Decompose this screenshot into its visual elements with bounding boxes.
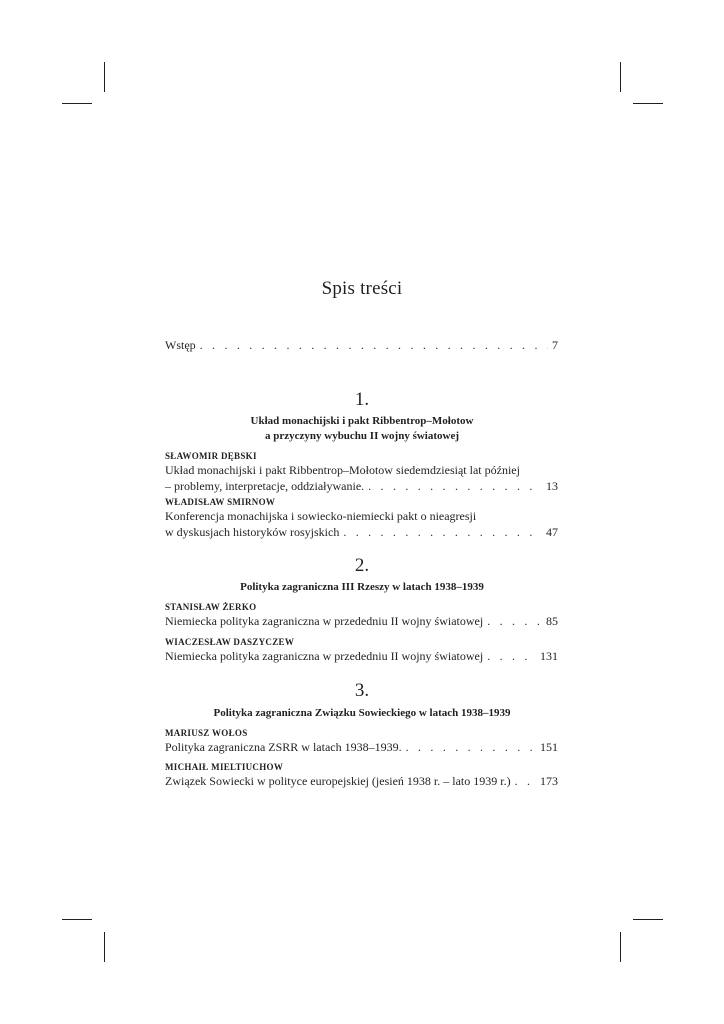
leader-dots [406,739,536,755]
toc-entry[interactable] [165,761,558,789]
entry-title: Niemiecka polityka zagraniczna w przededniu II wojny światowej [165,614,484,628]
part-title-line: Polityka zagraniczna III Rzeszy w latach 1938–1939 [240,581,484,593]
entry-title: Układ monachijski i pakt Ribbentrop–Mołotow siedemdziesiąt lat później [165,463,520,477]
entry-title: Polityka zagraniczna ZSRR w latach 1938–1939. [165,740,402,754]
entry-title: Związek Sowiecki w polityce europejskiej (jesień 1938 r. – lato 1939 r.) [165,774,511,788]
part-title [0,414,724,444]
crop-mark-top-left-horizontal [62,103,92,104]
toc-entry[interactable] [165,496,558,540]
crop-mark-bottom-right-horizontal [633,919,663,920]
page-number: 7 [552,338,558,352]
leader-dots [343,524,542,540]
entry-author: WŁADISŁAW SMIRNOW [165,497,276,507]
page-number: 131 [540,649,558,663]
part-title-line: Polityka zagraniczna Związku Sowieckiego w latach 1938–1939 [213,707,511,719]
entry-author: MARIUSZ WOŁOS [165,728,248,738]
part-number: 2. [354,555,370,576]
crop-mark-top-left-vertical [104,62,105,92]
toc-entry[interactable] [165,727,558,755]
entry-author: MICHAIŁ MIELTIUCHOW [165,762,284,772]
entry-title: Niemiecka polityka zagraniczna w przededniu II wojny światowej [165,649,484,663]
page-number: 151 [540,740,558,754]
crop-mark-top-right-vertical [620,62,621,92]
entry-title: w dyskusjach historyków rosyjskich [165,525,340,539]
entry-author: WIACZESŁAW DASZYCZEW [165,637,295,647]
leader-dots [200,337,548,353]
page-number: 85 [546,614,558,628]
entry-title: – problemy, interpretacje, oddziaływanie. [165,479,365,493]
crop-mark-bottom-right-vertical [620,932,621,962]
part-title [0,580,724,595]
toc-entry[interactable] [165,450,558,494]
part-title-line: a przyczyny wybuchu II wojny światowej [264,430,460,442]
part-number: 1. [354,389,370,410]
crop-mark-top-right-horizontal [633,103,663,104]
page-number: 173 [540,774,558,788]
crop-mark-bottom-left-vertical [104,932,105,962]
page-number: 13 [546,479,558,493]
entry-title: Konferencja monachijska i sowiecko-niemiecki pakt o nieagresji [165,509,477,523]
entry-title: Wstęp [165,338,196,352]
leader-dots [368,478,542,494]
part-title-line: Układ monachijski i pakt Ribbentrop–Mołotow [250,415,474,427]
entry-author: SŁAWOMIR DĘBSKI [165,451,257,461]
toc-entry-intro[interactable] [165,337,558,353]
page-title: Spis treści [321,278,403,299]
toc-entry[interactable] [165,636,558,664]
part-title [0,706,724,721]
leader-dots [487,648,536,664]
entry-author: STANISŁAW ŻERKO [165,602,257,612]
page-number: 47 [546,525,558,539]
part-number: 3. [354,680,370,701]
toc-entry[interactable] [165,601,558,629]
leader-dots [487,613,542,629]
crop-mark-bottom-left-horizontal [62,919,92,920]
leader-dots [515,773,536,789]
